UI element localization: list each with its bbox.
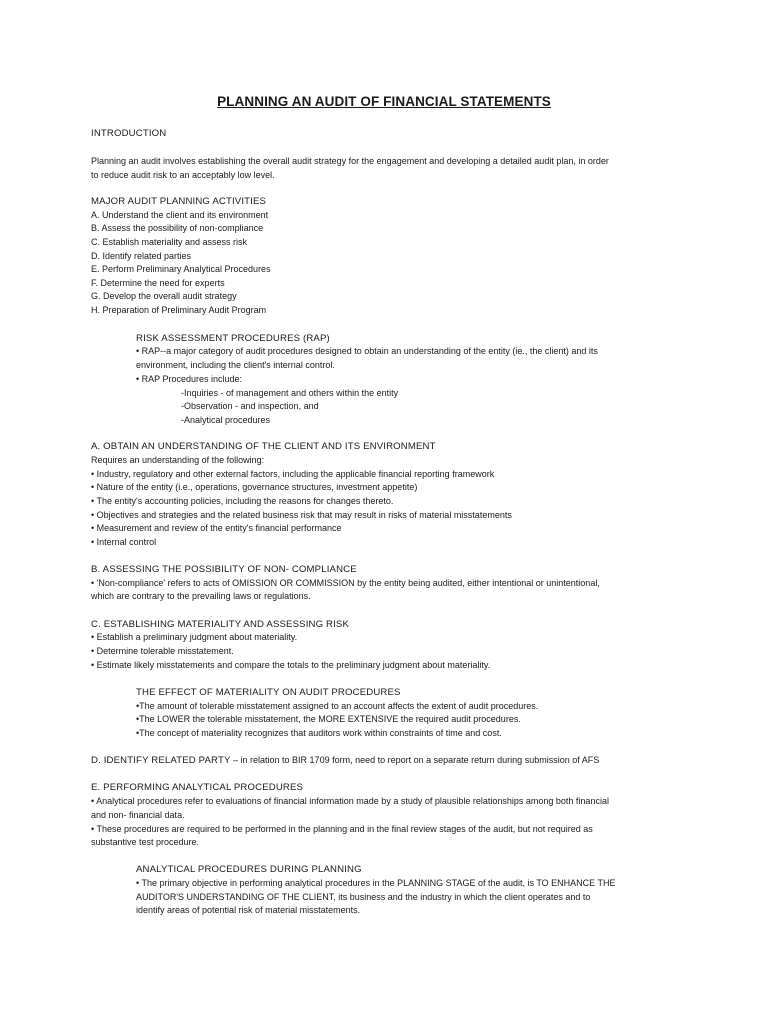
paragraph-line: environment, including the client's internal control.: [136, 360, 335, 370]
list-item: E. Perform Preliminary Analytical Procedures: [91, 264, 271, 274]
section-e-heading: E. PERFORMING ANALYTICAL PROCEDURES: [91, 782, 304, 793]
list-item: A. Understand the client and its environment: [91, 210, 269, 220]
paragraph-line: • RAP--a major category of audit procedures designed to obtain an understanding of the entity (ie., the client) and its: [136, 346, 598, 356]
list-item: D. Identify related parties: [91, 251, 192, 261]
section-c-heading: C. ESTABLISHING MATERIALITY AND ASSESSING RISK: [91, 619, 350, 630]
list-item: • The entity's accounting policies, including the reasons for changes thereto.: [91, 496, 394, 506]
list-item: C. Establish materiality and assess risk: [91, 237, 248, 247]
paragraph-line: which are contrary to the prevailing laws or regulations.: [91, 591, 311, 601]
list-item: F. Determine the need for experts: [91, 278, 225, 288]
section-d-line: [91, 755, 599, 766]
list-item: •The LOWER the tolerable misstatement, the MORE EXTENSIVE the required audit procedures.: [136, 714, 521, 724]
list-item: -Observation - and inspection, and: [181, 401, 319, 411]
section-d-heading: D. IDENTIFY RELATED PARTY: [91, 755, 231, 766]
activities-heading: MAJOR AUDIT PLANNING ACTIVITIES: [91, 196, 267, 207]
list-item: • Objectives and strategies and the related business risk that may result in risks of material misstatements: [91, 510, 512, 520]
paragraph-line: AUDITOR'S UNDERSTANDING OF THE CLIENT, its business and the industry in which the client operates and to: [136, 892, 591, 902]
list-item: • Industry, regulatory and other external factors, including the applicable financial reporting framework: [91, 469, 495, 479]
paragraph-line: Requires an understanding of the following:: [91, 455, 265, 465]
rap-heading: RISK ASSESSMENT PROCEDURES (RAP): [136, 333, 330, 344]
document-title: PLANNING AN AUDIT OF FINANCIAL STATEMENTS: [217, 94, 551, 109]
list-item: • Measurement and review of the entity's financial performance: [91, 523, 342, 533]
list-item: G. Develop the overall audit strategy: [91, 291, 237, 301]
list-item: -Inquiries - of management and others within the entity: [181, 388, 399, 398]
list-item: •The concept of materiality recognizes that auditors work within constraints of time and cost.: [136, 728, 502, 738]
list-item: B. Assess the possibility of non-compliance: [91, 223, 264, 233]
list-item: • Determine tolerable misstatement.: [91, 646, 234, 656]
paragraph-line: • Analytical procedures refer to evaluations of financial information made by a study of plausible relationships among both financial: [91, 796, 609, 806]
paragraph-line: substantive test procedure.: [91, 837, 200, 847]
paragraph-line: • RAP Procedures include:: [136, 374, 243, 384]
section-a-heading: A. OBTAIN AN UNDERSTANDING OF THE CLIENT AND ITS ENVIRONMENT: [91, 441, 436, 452]
paragraph-line: • The primary objective in performing analytical procedures in the PLANNING STAGE of the audit, is TO ENHANCE THE: [136, 878, 616, 888]
ap-planning-heading: ANALYTICAL PROCEDURES DURING PLANNING: [136, 864, 362, 875]
paragraph-line: • These procedures are required to be performed in the planning and in the final review stages of the audit, but not required as: [91, 824, 593, 834]
list-item: • Nature of the entity (i.e., operations, governance structures, investment appetite): [91, 482, 418, 492]
section-b-heading: B. ASSESSING THE POSSIBILITY OF NON- COMPLIANCE: [91, 564, 357, 575]
paragraph-line: to reduce audit risk to an acceptably low level.: [91, 170, 275, 180]
list-item: H. Preparation of Preliminary Audit Program: [91, 305, 267, 315]
list-item: •The amount of tolerable misstatement assigned to an account affects the extent of audit procedures.: [136, 701, 539, 711]
list-item: • Establish a preliminary judgment about materiality.: [91, 632, 298, 642]
effect-heading: THE EFFECT OF MATERIALITY ON AUDIT PROCEDURES: [136, 687, 401, 698]
introduction-heading: INTRODUCTION: [91, 128, 167, 139]
list-item: • Internal control: [91, 537, 157, 547]
paragraph-line: identify areas of potential risk of material misstatements.: [136, 905, 361, 915]
paragraph-line: and non- financial data.: [91, 810, 185, 820]
paragraph-line: Planning an audit involves establishing the overall audit strategy for the engagement and developing a detailed audit plan, in order: [91, 156, 609, 166]
section-d-text: – in relation to BIR 1709 form, need to report on a separate return during submission of AFS: [230, 755, 600, 765]
list-item: • Estimate likely misstatements and compare the totals to the preliminary judgment about materiality.: [91, 660, 491, 670]
list-item: -Analytical procedures: [181, 415, 271, 425]
paragraph-line: • 'Non-compliance' refers to acts of OMISSION OR COMMISSION by the entity being audited, either intentional or unintentional,: [91, 578, 600, 588]
